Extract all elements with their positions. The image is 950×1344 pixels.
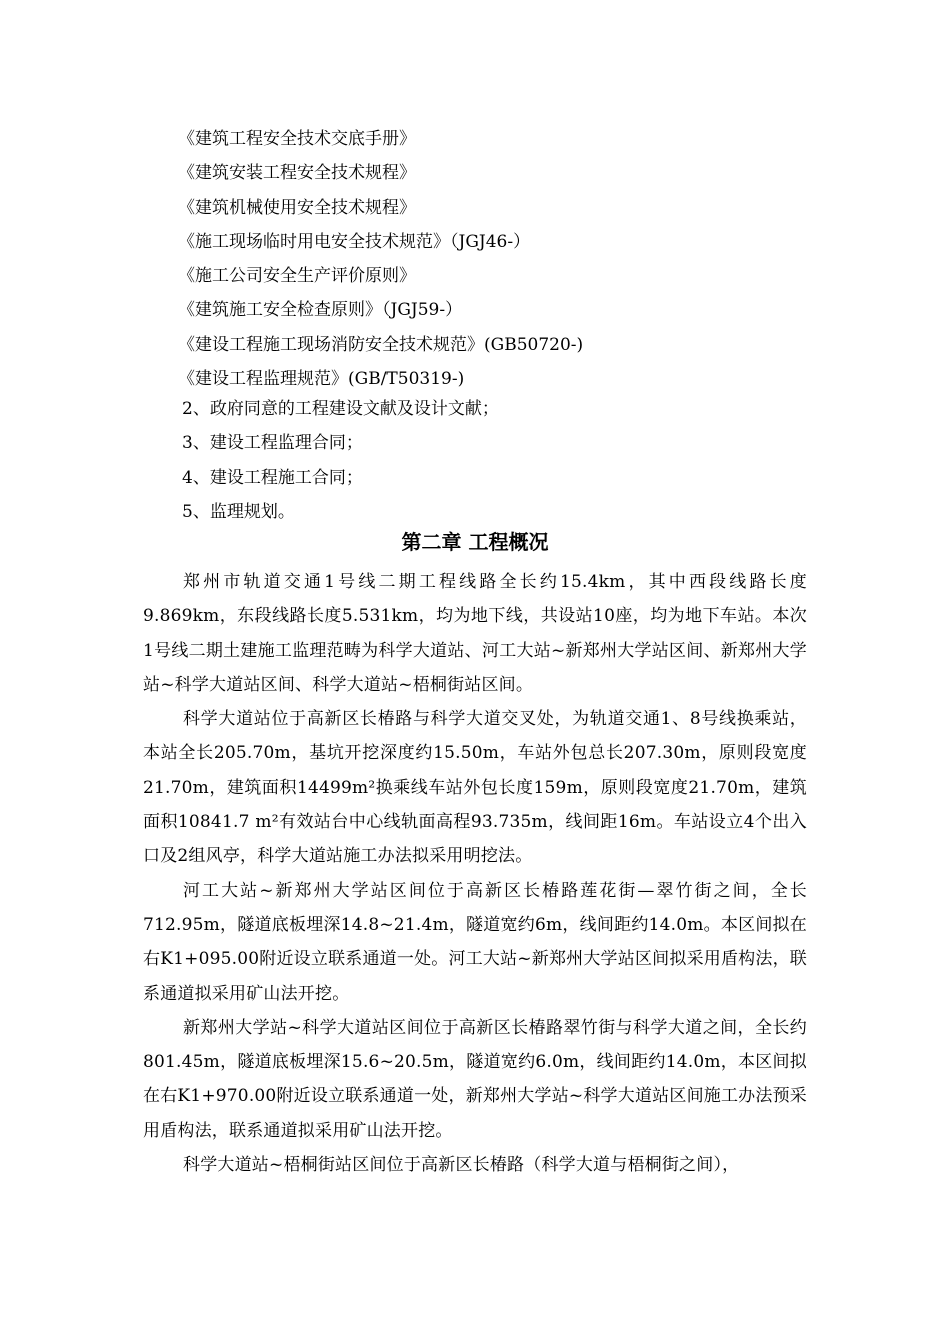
reference-item: 《施工现场临时用电安全技术规范》（JGJ46-） <box>178 231 531 252</box>
paragraph-line-overview: 郑州市轨道交通1号线二期工程线路全长约15.4km，其中西段线路长度9.869km，东段线路长度5.531km，均为地下线，共设站10座，均为地下车站。本次1号线二期土建施工监理范畴为科学大道站、河工大站~新郑州大学站区间、新郑州大学站~科学大道站区间、科学大道站~梧桐街站区间。 <box>143 572 807 695</box>
paragraph-science-avenue-station: 科学大道站位于高新区长椿路与科学大道交叉处，为轨道交通1、8号线换乘站，本站全长205.70m，基坑开挖深度约15.50m，车站外包总长207.30m，原则段宽度21.70m，建筑面积14499m²换乘线车站外包长度159m，原则段宽度21.70m，建筑面积10841.7 m²有效站台中心线轨面高程93.735m，线间距16m。车站设立4个出入口及2组风亭，科学大道站施工办法拟采用明挖法。 <box>143 709 807 867</box>
reference-list <box>178 122 878 396</box>
reference-item: 《建设工程监理规范》(GB/T50319-) <box>178 369 465 390</box>
project-overview-body <box>143 565 807 1182</box>
basis-item: 3、建设工程监理合同； <box>182 433 363 454</box>
reference-item: 《建设工程施工现场消防安全技术规范》(GB50720-) <box>178 334 584 355</box>
paragraph-new-zhengzhou-univ-section: 新郑州大学站~科学大道站区间位于高新区长椿路翠竹街与科学大道之间，全长约801.45m，隧道底板埋深15.6~20.5m，隧道宽约6.0m，线间距约14.0m，本区间拟在右K1+970.00附近设立联系通道一处，新郑州大学站~科学大道站区间施工办法预采用盾构法，联系通道拟采用矿山法开挖。 <box>143 1017 807 1141</box>
paragraph-wutong-street-section: 科学大道站~梧桐街站区间位于高新区长椿路（科学大道与梧桐街之间）， <box>183 1155 740 1176</box>
reference-item: 《建筑安装工程安全技术规程》 <box>178 163 416 184</box>
basis-item: 2、政府同意的工程建设文献及设计文献； <box>182 399 499 419</box>
basis-list <box>182 392 882 529</box>
chapter-title: 第二章 工程概况 <box>401 530 549 554</box>
basis-item: 4、建设工程施工合同； <box>182 467 363 488</box>
reference-item: 《建筑施工安全检查原则》（JGJ59-） <box>178 300 463 321</box>
basis-item: 5、监理规划。 <box>182 501 295 522</box>
reference-item: 《建筑机械使用安全技术规程》 <box>178 197 416 218</box>
paragraph-hegong-section: 河工大站~新郑州大学站区间位于高新区长椿路莲花街—翠竹街之间，全长712.95m，隧道底板埋深14.8~21.4m，隧道宽约6m，线间距约14.0m。本区间拟在右K1+095.00附近设立联系通道一处。河工大站~新郑州大学站区间拟采用盾构法，联系通道拟采用矿山法开挖。 <box>143 880 807 1004</box>
reference-item: 《施工公司安全生产评价原则》 <box>178 266 416 287</box>
reference-item: 《建筑工程安全技术交底手册》 <box>178 129 416 149</box>
